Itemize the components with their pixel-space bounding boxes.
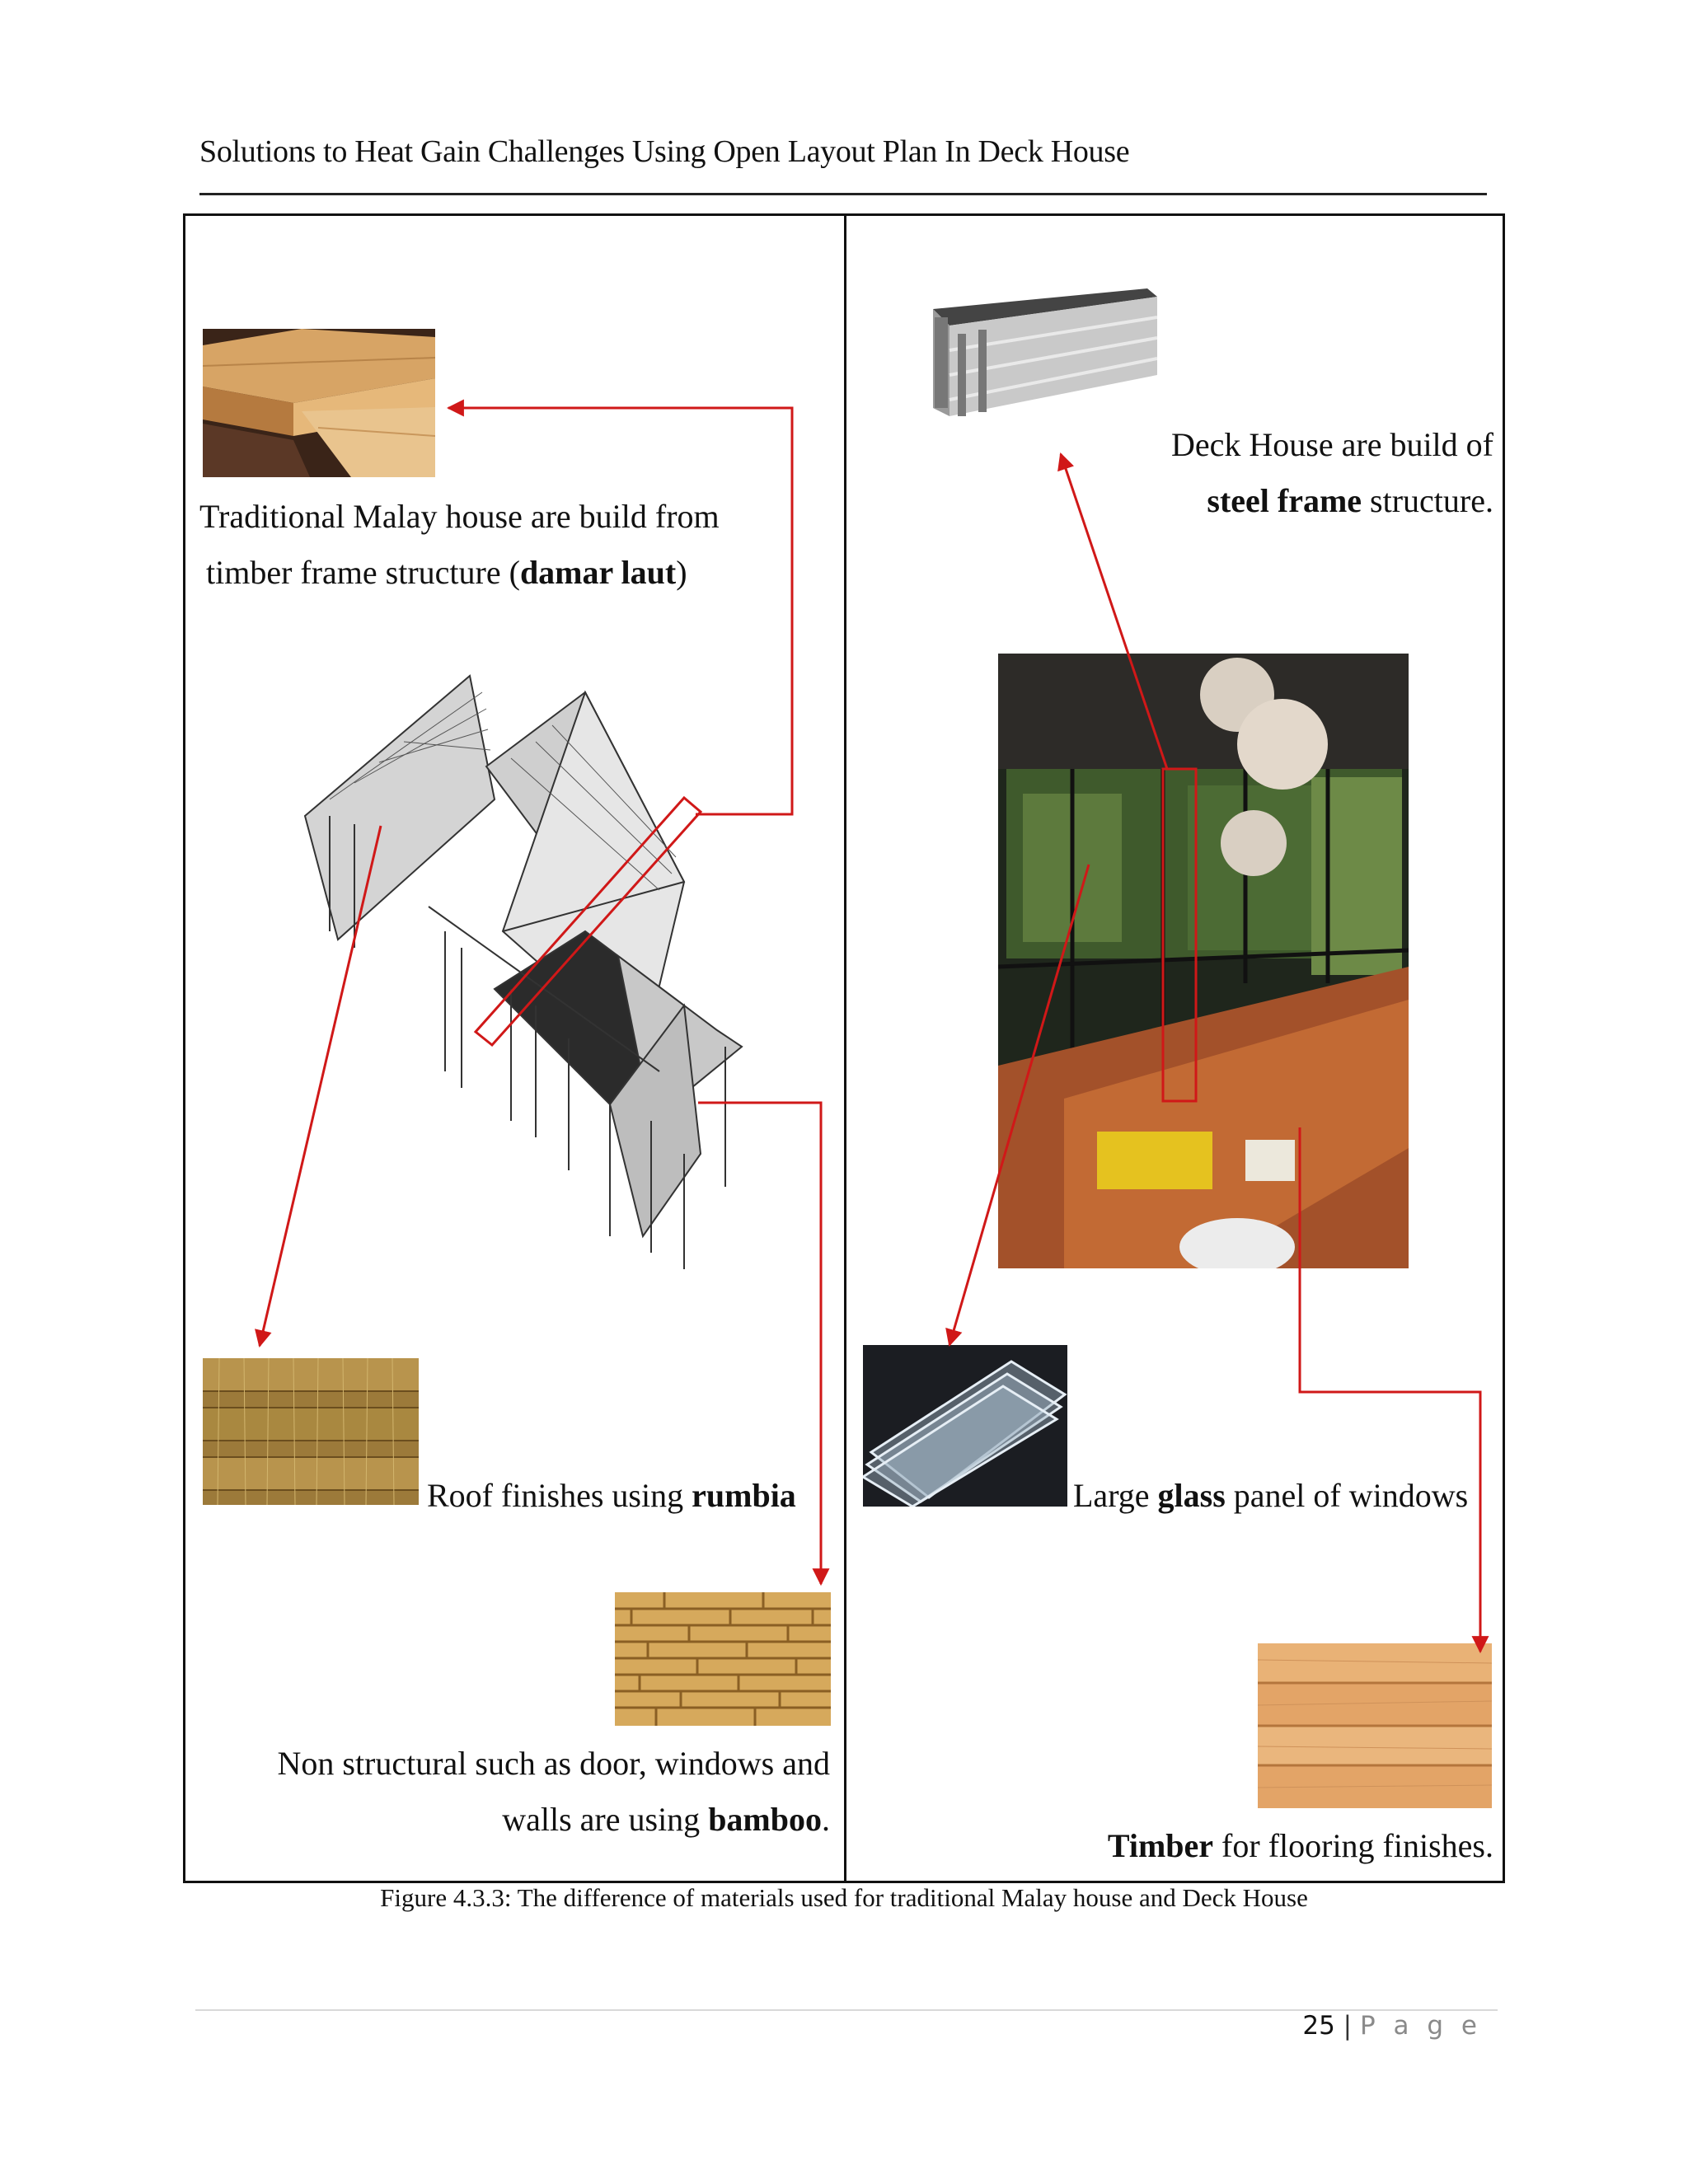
page-footer [1302,2011,1482,2041]
page-separator: | [1343,2011,1353,2041]
bamboo-caption-line2-prefix: walls are using [502,1801,709,1838]
deck-house-interior-photo [998,654,1409,1268]
figure-caption: Figure 4.3.3: The difference of materials used for traditional Malay house and Deck House [380,1883,1308,1912]
steel-frame-caption [857,417,1493,529]
bamboo-caption-line1: Non structural such as door, windows and [277,1745,830,1782]
rumbia-caption [427,1468,796,1524]
rumbia-term: rumbia [692,1477,796,1514]
bamboo-caption [247,1736,830,1848]
timber-floor-planks-photo [1258,1643,1492,1808]
timber-floor-caption [857,1818,1493,1874]
timber-frame-caption-line2-prefix: timber frame structure ( [206,554,520,591]
bamboo-wall-photo [615,1592,831,1726]
glass-term: glass [1157,1477,1226,1514]
timber-planks-photo [203,329,435,477]
glass-caption-prefix: Large [1073,1477,1158,1514]
timber-floor-caption-suffix: for flooring finishes. [1213,1827,1493,1864]
glass-caption [1073,1468,1468,1524]
timber-frame-caption [199,489,720,601]
figure-column-divider [844,213,846,1883]
malay-house-axonometric-drawing [297,659,758,1286]
glass-caption-suffix: panel of windows [1225,1477,1469,1514]
timber-frame-caption-line1: Traditional Malay house are build from [199,498,720,535]
steel-frame-term: steel frame [1207,482,1362,519]
page-number: 25 [1302,2011,1335,2041]
steel-frame-caption-line2-suffix: structure. [1362,482,1493,519]
page-word: P a g e [1359,2011,1482,2041]
rumbia-caption-prefix: Roof finishes using [427,1477,692,1514]
bamboo-term: bamboo [708,1801,822,1838]
page-header-title: Solutions to Heat Gain Challenges Using Open Layout Plan In Deck House [199,134,1130,169]
damar-laut-term: damar laut [519,554,677,591]
bamboo-caption-line2-suffix: . [822,1801,830,1838]
timber-floor-term: Timber [1107,1827,1214,1864]
steel-frame-caption-line1: Deck House are build of [1171,426,1493,463]
timber-frame-caption-line2-suffix: ) [676,554,687,591]
header-rule [199,193,1487,195]
glass-panels-photo [863,1345,1067,1507]
rumbia-roof-photo [203,1358,419,1505]
